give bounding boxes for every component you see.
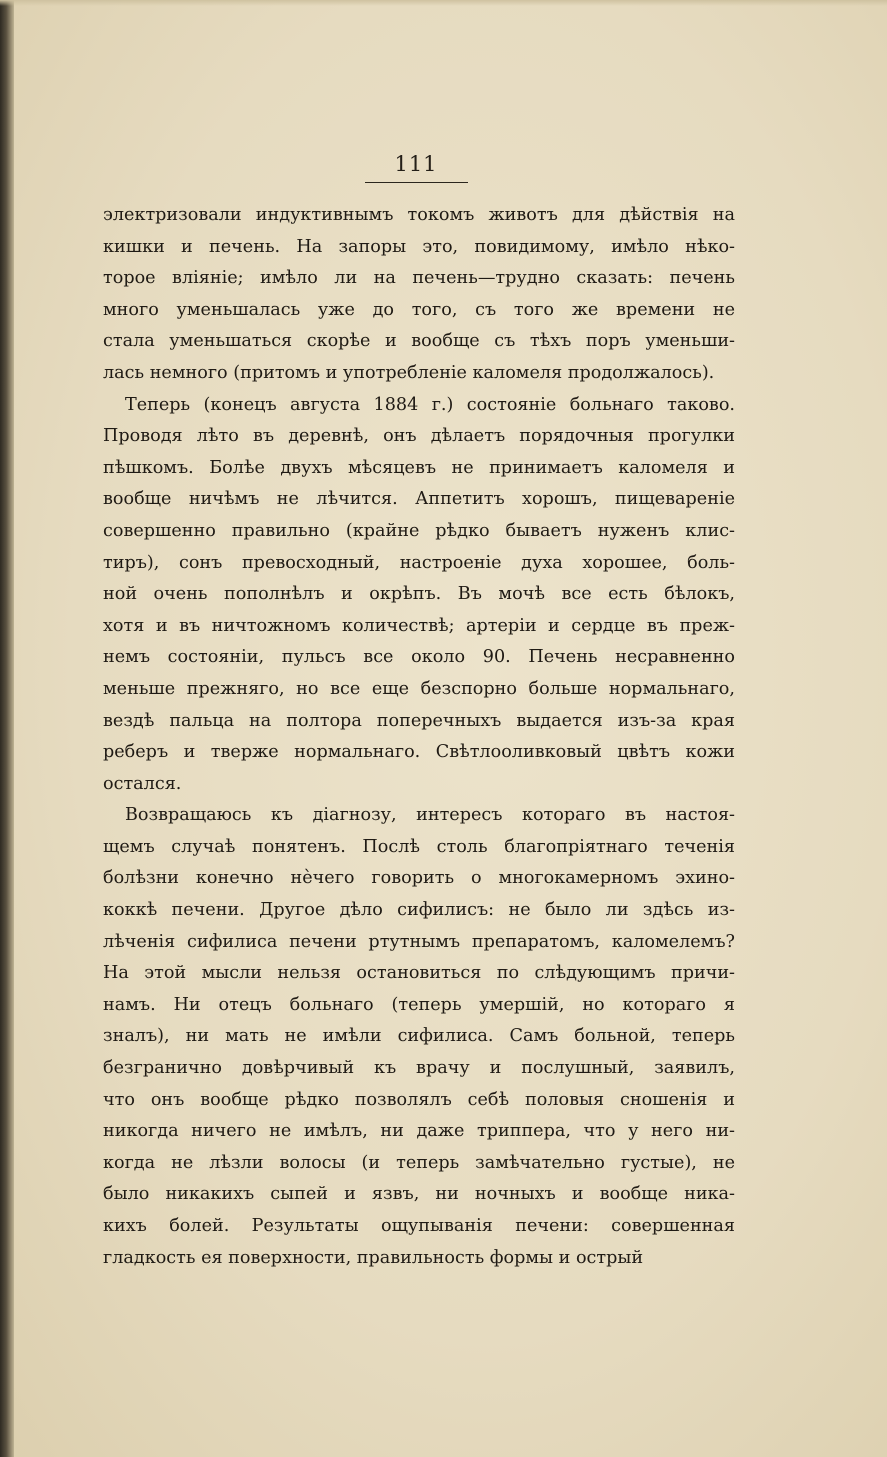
text-line: много уменьшалась уже до того, съ того же времени не (103, 299, 735, 320)
page-edge (0, 0, 887, 6)
text-line: немъ состояніи, пульсъ все около 90. Печень несравненно (103, 647, 735, 668)
text-line: лась немного (притомъ и употребленіе каломеля продолжалось). (103, 362, 715, 383)
text-line: кишки и печень. На запоры это, повидимому, имѣло нѣко- (103, 236, 735, 257)
text-line: меньше прежняго, но все еще безспорно больше нормальнаго, (103, 678, 735, 699)
text-line: пѣшкомъ. Болѣе двухъ мѣсяцевъ не принимаетъ каломеля и (103, 457, 735, 478)
text-line: Возвращаюсь къ діагнозу, интересъ котораго въ настоя- (125, 805, 735, 826)
text-line: ной очень пополнѣлъ и окрѣпъ. Въ мочѣ все есть бѣлокъ, (103, 584, 735, 605)
text-line: торое вліяніе; имѣло ли на печень—трудно сказать: печень (103, 268, 735, 289)
text-line: вообще ничѣмъ не лѣчится. Аппетитъ хорошъ, пищевареніе (103, 489, 735, 510)
text-line: гладкость ея поверхности, правильность формы и острый (103, 1247, 644, 1268)
text-line: Проводя лѣто въ деревнѣ, онъ дѣлаетъ порядочныя прогулки (103, 426, 735, 447)
text-line: совершенно правильно (крайне рѣдко бываетъ нуженъ клис- (103, 520, 735, 541)
text-line: электризовали индуктивнымъ токомъ животъ для дѣйствія на (103, 205, 735, 225)
text-line: щемъ случаѣ понятенъ. Послѣ столь благопріятнаго теченія (103, 836, 735, 857)
text-line: было никакихъ сыпей и язвъ, ни ночныхъ и вообще ника- (103, 1184, 735, 1205)
body-text (103, 200, 735, 1274)
page-number: 111 (394, 152, 438, 176)
text-line: что онъ вообще рѣдко позволялъ себѣ половыя сношенія и (103, 1089, 735, 1110)
text-line: реберъ и тверже нормальнаго. Свѣтлооливковый цвѣтъ кожи (103, 742, 735, 763)
text-line: тиръ), сонъ превосходный, настроеніе духа хорошее, боль- (103, 552, 735, 573)
text-line: вездѣ пальца на полтора поперечныхъ выдается изъ-за края (103, 710, 735, 731)
text-line: остался. (103, 773, 182, 794)
text-line: коккѣ печени. Другое дѣло сифилисъ: не было ли здѣсь из- (103, 900, 735, 921)
text-line: никогда ничего не имѣлъ, ни даже триппера, что у него ни- (103, 1121, 735, 1142)
text-line: Теперь (конецъ августа 1884 г.) состояніе больнаго таково. (125, 394, 735, 415)
text-line: лѣченія сифилиса печени ртутнымъ препаратомъ, каломелемъ? (103, 931, 735, 952)
text-line: стала уменьшаться скорѣе и вообще съ тѣхъ поръ уменьши- (103, 331, 735, 352)
text-line: безгранично довѣрчивый къ врачу и послушный, заявилъ, (103, 1058, 735, 1079)
text-line: зналъ), ни мать не имѣли сифилиса. Самъ больной, теперь (103, 1026, 735, 1047)
text-line: На этой мысли нельзя остановиться по слѣдующимъ причи- (103, 963, 735, 984)
page-number-rule (365, 182, 468, 183)
text-line: болѣзни конечно нѐчего говорить о многокамерномъ эхино- (103, 868, 735, 889)
text-line: намъ. Ни отецъ больнаго (теперь умершій, но котораго я (103, 994, 735, 1015)
book-spine-shadow (0, 0, 14, 1457)
text-line: кихъ болей. Результаты ощупыванія печени: совершенная (103, 1216, 735, 1236)
text-line: хотя и въ ничтожномъ количествѣ; артеріи и сердце въ преж- (103, 615, 735, 636)
text-line: когда не лѣзли волосы (и теперь замѣчательно густые), не (103, 1152, 735, 1173)
